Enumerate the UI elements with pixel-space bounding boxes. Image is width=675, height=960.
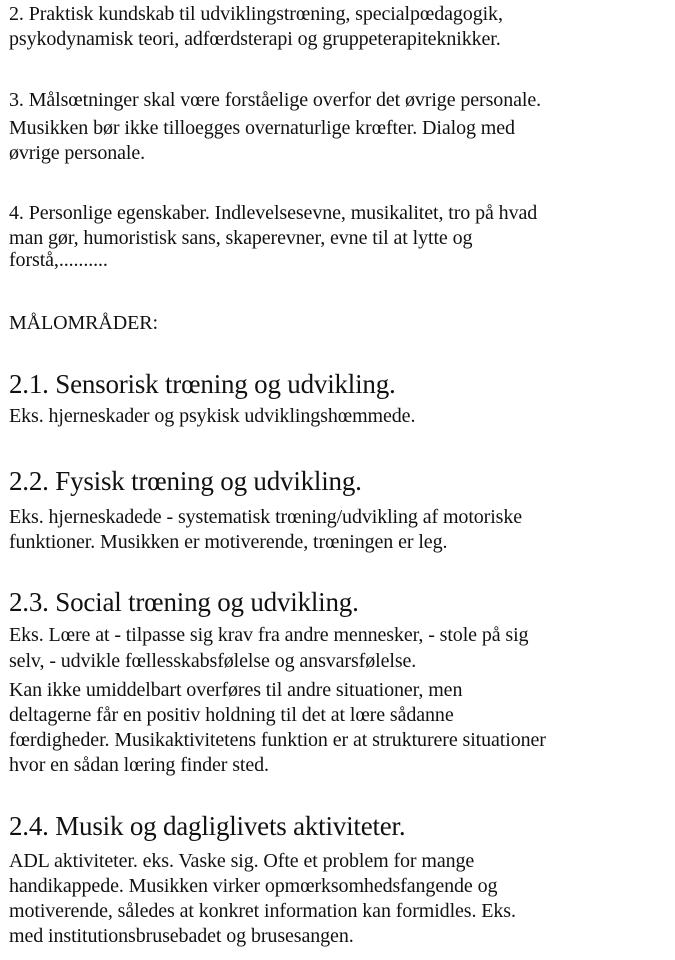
item-3-line-2: Musikken bør ikke tilloegges overnaturlige krœfter. Dialog med xyxy=(9,117,515,139)
item-4-line-3: forstå,.......... xyxy=(9,249,108,271)
section-2-1-line-1: Eks. hjerneskader og psykisk udviklingshœmmede. xyxy=(9,405,416,427)
section-2-4-line-4: med institutionsbrusebadet og brusesangen. xyxy=(9,925,354,947)
item-4-line-2: man gør, humoristisk sans, skaperevner, evne til at lytte og xyxy=(9,227,473,249)
item-2-line-2: psykodynamisk teori, adfœrdsterapi og gruppeterapiteknikker. xyxy=(9,28,501,50)
section-2-4-line-3: motiverende, således at konkret information kan formidles. Eks. xyxy=(9,900,516,922)
item-2-line-1: 2. Praktisk kundskab til udviklingstrœning, specialpœdagogik, xyxy=(9,3,503,25)
item-3-line-1: 3. Målsœtninger skal vœre forståelige overfor det øvrige personale. xyxy=(9,89,542,111)
item-3-line-3: øvrige personale. xyxy=(9,142,146,164)
section-2-2-line-1: Eks. hjerneskadede - systematisk trœning/udvikling af motoriske xyxy=(9,506,523,528)
section-2-4-line-1: ADL aktiviteter. eks. Vaske sig. Ofte et problem for mange xyxy=(9,850,475,872)
item-4-line-1: 4. Personlige egenskaber. Indlevelsesevne, musikalitet, tro på hvad xyxy=(9,202,538,224)
section-2-2-heading: 2.2. Fysisk trœning og udvikling. xyxy=(9,466,362,496)
section-2-1-heading: 2.1. Sensorisk trœning og udvikling. xyxy=(9,369,396,399)
section-label: MÅLOMRÅDER: xyxy=(9,312,158,334)
section-2-3-line-4: deltagerne får en positiv holdning til det at lœre sådanne xyxy=(9,704,454,726)
section-2-3-line-6: hvor en sådan lœring finder sted. xyxy=(9,754,269,776)
section-2-3-heading: 2.3. Social trœning og udvikling. xyxy=(9,587,359,617)
section-2-3-line-1: Eks. Lœre at - tilpasse sig krav fra andre mennesker, - stole på sig xyxy=(9,624,529,646)
section-2-2-line-2: funktioner. Musikken er motiverende, trœningen er leg. xyxy=(9,531,448,553)
section-2-3-line-2: selv, - udvikle fœllesskabsfølelse og ansvarsfølelse. xyxy=(9,650,417,672)
section-2-4-heading: 2.4. Musik og dagliglivets aktiviteter. xyxy=(9,811,406,841)
section-2-3-line-3: Kan ikke umiddelbart overføres til andre situationer, men xyxy=(9,679,463,701)
section-2-4-line-2: handikappede. Musikken virker opmœrksomhedsfangende og xyxy=(9,875,498,897)
section-2-3-line-5: fœrdigheder. Musikaktivitetens funktion er at strukturere situationer xyxy=(9,729,546,751)
